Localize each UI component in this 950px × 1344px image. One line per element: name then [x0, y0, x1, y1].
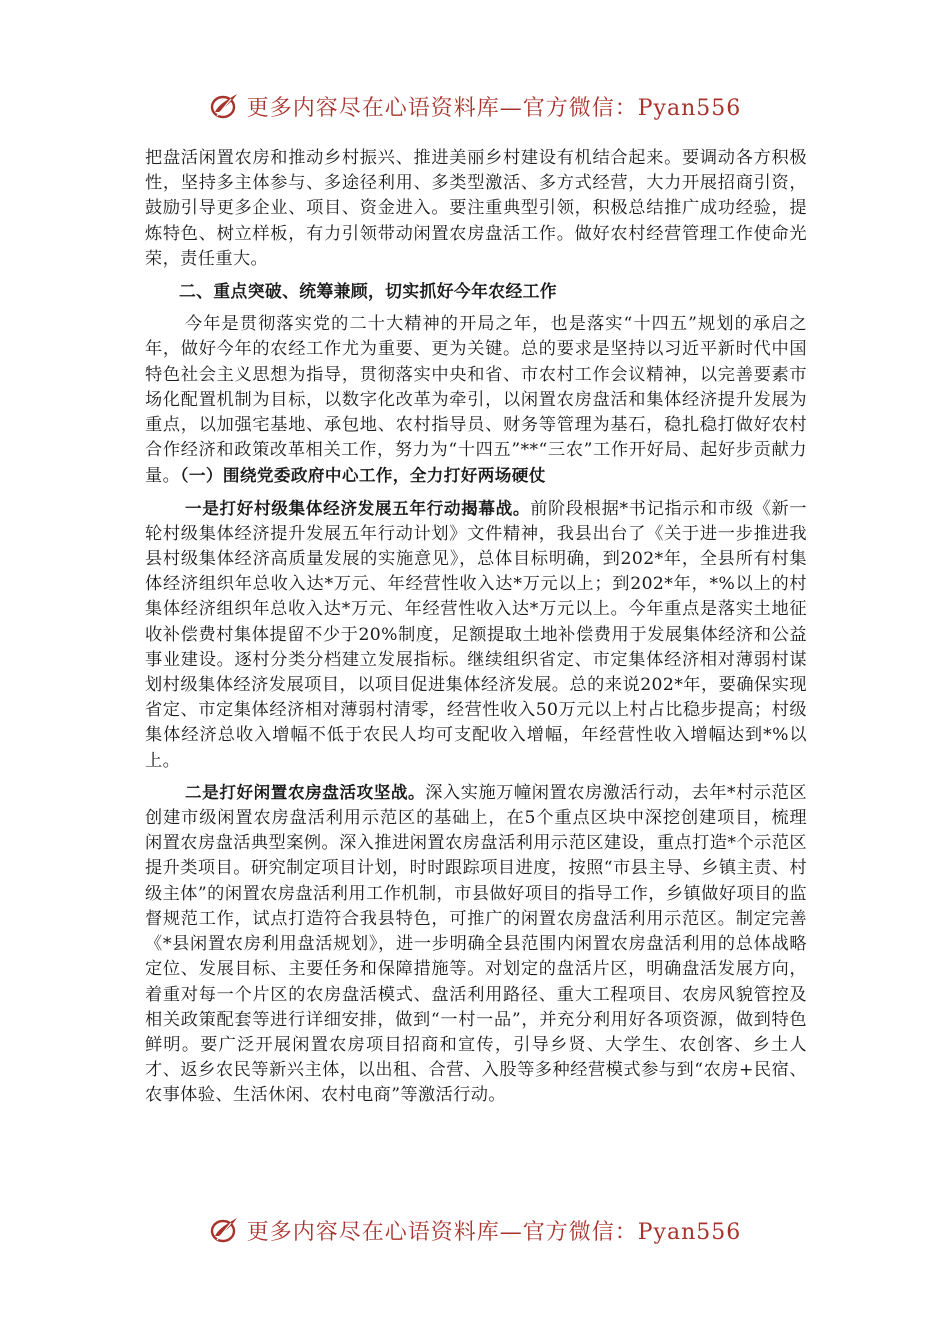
watermark-text: 更多内容尽在心语资料库—官方微信：Pyan556	[246, 95, 742, 121]
paragraph-lead: 二是打好闲置农房盘活攻坚战。	[185, 782, 426, 802]
scroll-quill-logo-icon	[209, 1214, 241, 1246]
paragraph: 把盘活闲置农房和推动乡村振兴、推进美丽乡村建设有机结合起来。要调动各方积极性，坚持多主体参与、多途径利用、多类型激活、多方式经营，大力开展招商引资，鼓励引导更多企业、项目、资金进入。要注重典型引领，积极总结推广成功经验，提炼特色、树立样板，有力引领带动闲置农房盘活工作。做好农村经营管理工作使命光荣，责任重大。	[145, 148, 807, 269]
watermark-banner-top	[0, 86, 950, 126]
paragraph-text: 深入实施万幢闲置农房激活行动，去年*村示范区创建市级闲置农房盘活利用示范区的基础上，在5个重点区块中深挖创建项目，梳理闲置农房盘活典型案例。深入推进闲置农房盘活利用示范区建设，重点打造*个示范区提升类项目。研究制定项目计划，时时跟踪项目进度，按照“市县主导、乡镇主责、村级主体”的闲置农房盘活利用工作机制，市县做好项目的指导工作，乡镇做好项目的监督规范工作，试点打造符合我县特色，可推广的闲置农房盘活利用示范区。制定完善《*县闲置农房利用盘活规划》，进一步明确全县范围内闲置农房盘活利用的总体战略定位、发展目标、主要任务和保障措施等。对划定的盘活片区，明确盘活发展方向，着重对每一个片区的农房盘活模式、盘活利用路径、重大工程项目、农房风貌管控及相关政策配套等进行详细安排，做到“一村一品”，并充分利用好各项资源，做到特色鲜明。要广泛开展闲置农房项目招商和宣传，引导乡贤、大学生、农创客、乡土人才、返乡农民等新兴主体，以出租、合营、入股等多种经营模式参与到“农房+民宿、农事体验、生活休闲、农村电商”等激活行动。	[145, 782, 808, 1106]
paragraph	[145, 780, 807, 1109]
watermark-text: 更多内容尽在心语资料库—官方微信：Pyan556	[246, 1219, 742, 1245]
subsection-heading: （一）围绕党委政府中心工作，全力打好两场硬仗	[180, 466, 546, 486]
paragraph	[145, 312, 807, 489]
scroll-quill-logo-icon	[209, 90, 241, 122]
paragraph-text: 今年是贯彻落实党的二十大精神的开局之年，也是落实“十四五”规划的承启之年，做好今年的农经工作尤为重要、更为关键。总的要求是坚持以习近平新时代中国特色社会主义思想为指导，贯彻落实中央和省、市农村工作会议精神，以完善要素市场化配置机制为目标，以数字化改革为牵引，以闲置农房盘活和集体经济提升发展为重点，以加强宅基地、承包地、农村指导员、财务等管理为基石，稳扎稳打做好农村合作经济和政策改革相关工作，努力为“十四五”**“三农”工作开好局、起好步贡献力量。	[145, 314, 807, 487]
watermark-banner-bottom	[0, 1210, 950, 1250]
section-heading: 二、重点突破、统筹兼顾，切实抓好今年农经工作	[179, 281, 557, 302]
paragraph-text: 前阶段根据*书记指示和市级《新一轮村级集体经济提升发展五年行动计划》文件精神，我县出台了《关于进一步推进我县村级集体经济高质量发展的实施意见》，总体目标明确，到202*年，全县所有村集体经济组织年总收入达*万元、年经营性收入达*万元以上；到202*年，*%以上的村集体经济组织年总收入达*万元、年经营性收入达*万元以上。今年重点是落实土地征收补偿费村集体提留不少于20%制度，足额提取土地补偿费用于发展集体经济和公益事业建设。逐村分类分档建立发展指标。继续组织省定、市定集体经济相对薄弱村谋划村级集体经济发展项目，以项目促进集体经济发展。总的来说202*年，要确保实现省定、市定集体经济相对薄弱村清零，经营性收入50万元以上村占比稳步提高；村级集体经济总收入增幅不低于农民人均可支配收入增幅，年经营性收入增幅达到*%以上。	[145, 498, 808, 771]
paragraph	[145, 496, 807, 774]
document-body	[145, 146, 807, 1109]
paragraph-lead: 一是打好村级集体经济发展五年行动揭幕战。	[185, 498, 531, 518]
